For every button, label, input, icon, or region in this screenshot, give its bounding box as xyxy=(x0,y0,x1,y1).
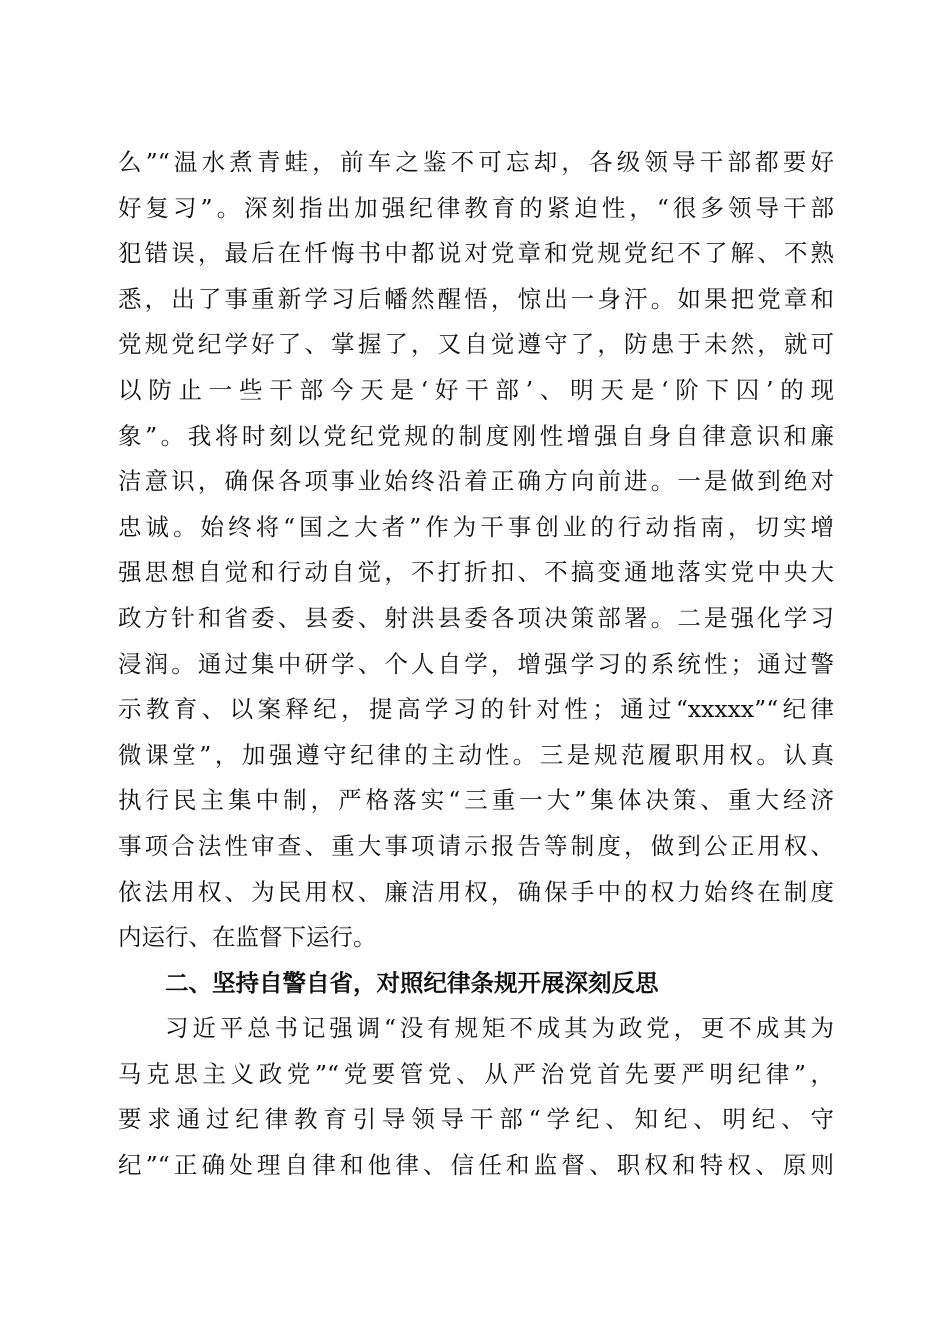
text-line: 好复习”。深刻指出加强纪律教育的紧迫性，“很多领导干部 xyxy=(118,193,834,222)
text-line: 事项合法性审查、重大事项请示报告等制度，做到公正用权、 xyxy=(118,831,834,860)
text-line: 要求通过纪律教育引导领导干部“学纪、知纪、明纪、守 xyxy=(118,1105,834,1134)
document-page xyxy=(118,140,834,1189)
paragraph-1 xyxy=(118,140,834,961)
text-line: 强思想自觉和行动自觉，不打折扣、不搞变通地落实党中央大 xyxy=(118,558,834,587)
text-line: 习近平总书记强调“没有规矩不成其为政党，更不成其为 xyxy=(165,1014,834,1043)
text-line: 么”“温水煮青蛙，前车之鉴不可忘却，各级领导干部都要好 xyxy=(118,148,834,176)
text-line: 以防止一些干部今天是‘好干部’、明天是‘阶下囚’的现 xyxy=(118,375,834,404)
text-line: 示教育、以案释纪，提高学习的针对性；通过“xxxxx”“纪律 xyxy=(118,695,834,724)
text-line: 执行民主集中制，严格落实“三重一大”集体决策、重大经济 xyxy=(118,786,834,815)
text-line: 忠诚。始终将“国之大者”作为干事创业的行动指南，切实增 xyxy=(118,512,834,541)
text-line: 马克思主义政党”“党要管党、从严治党首先要严明纪律”， xyxy=(118,1059,834,1088)
text-line: 洁意识，确保各项事业始终沿着正确方向前进。一是做到绝对 xyxy=(118,467,834,496)
text-line: 犯错误，最后在忏悔书中都说对党章和党规党纪不了解、不熟 xyxy=(118,239,834,268)
text-line: 内运行、在监督下运行。 xyxy=(118,923,377,952)
paragraph-2 xyxy=(118,1006,834,1188)
text-line: 纪”“正确处理自律和他律、信任和监督、职权和特权、原则 xyxy=(118,1151,834,1180)
text-line: 党规党纪学好了、掌握了，又自觉遵守了，防患于未然，就可 xyxy=(118,330,834,359)
text-line: 浸润。通过集中研学、个人自学，增强学习的系统性；通过警 xyxy=(118,649,834,678)
text-line: 政方针和省委、县委、射洪县委各项决策部署。二是强化学习 xyxy=(118,603,834,632)
text-line: 悉，出了事重新学习后幡然醒悟，惊出一身汗。如果把党章和 xyxy=(118,284,834,313)
text-line: 微课堂”，加强遵守纪律的主动性。三是规范履职用权。认真 xyxy=(118,740,834,769)
text-line: 依法用权、为民用权、廉洁用权，确保手中的权力始终在制度 xyxy=(118,877,834,906)
text-line: 象”。我将时刻以党纪党规的制度刚性增强自身自律意识和廉 xyxy=(118,421,834,450)
section-heading: 二、坚持自警自省，对照纪律条规开展深刻反思 xyxy=(165,968,659,997)
